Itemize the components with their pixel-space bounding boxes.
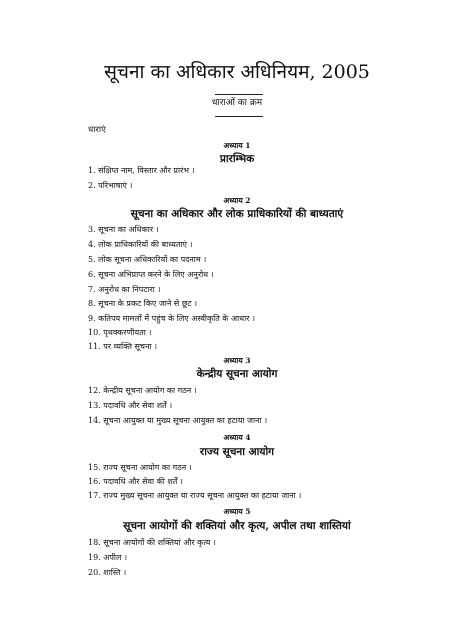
chapter-label: अध्याय 1 xyxy=(223,141,251,150)
section-item: 20. शास्ति । xyxy=(88,568,127,577)
section-item: 8. सूचना के प्रकट किए जाने से छूट । xyxy=(88,299,198,308)
sections-heading: धाराएं xyxy=(88,125,106,135)
section-item: 16. पदावधि और सेवा की शर्तें । xyxy=(88,477,183,486)
section-item: 4. लोक प्राधिकारियों की बाध्यताएं । xyxy=(88,240,193,249)
section-item: 9. कतिपय मामलों में पहुंच के लिए अस्वीकृति के आधार । xyxy=(88,314,256,323)
section-item: 13. पदावधि और सेवा शर्तें । xyxy=(88,401,173,410)
chapter-title: प्रारम्भिक xyxy=(219,153,255,165)
section-item: 18. सूचना आयोगों की शक्तियां और कृत्य । xyxy=(88,538,216,547)
document-subtitle: धाराओं का क्रम xyxy=(211,98,263,108)
section-item: 3. सूचना का अधिकार । xyxy=(88,225,159,234)
chapter-label: अध्याय 3 xyxy=(223,356,251,365)
section-item: 6. सूचना अभिप्राप्त करने के लिए अनुरोध । xyxy=(88,270,214,279)
chapter-title: राज्य सूचना आयोग xyxy=(199,446,275,458)
section-item: 7. अनुरोध का निपटारा । xyxy=(88,285,161,294)
section-item: 2. परिभाषाएं । xyxy=(88,181,133,190)
section-item: 10. पृथक्करणीयता । xyxy=(88,328,152,337)
section-item: 19. अपील । xyxy=(88,553,127,562)
chapter-label: अध्याय 2 xyxy=(223,196,251,205)
section-item: 1. संक्षिप्त नाम, विस्तार और प्रारंभ । xyxy=(88,166,195,175)
chapter-label: अध्याय 5 xyxy=(223,507,251,516)
section-item: 15. राज्य सूचना आयोग का गठन । xyxy=(88,463,192,472)
chapter-title: केन्द्रीय सूचना आयोग xyxy=(196,368,278,380)
title-divider-top xyxy=(215,94,263,95)
section-item: 5. लोक सूचना अधिकारियों का पदनाम । xyxy=(88,255,207,264)
chapter-title: सूचना का अधिकार और लोक प्राधिकारियों की बाध्यताएं xyxy=(130,208,344,220)
section-item: 17. राज्य मुख्य सूचना आयुक्त या राज्य सूचना आयुक्त का हटाया जाना । xyxy=(88,491,302,500)
chapter-title: सूचना आयोगों की शक्तियां और कृत्य, अपील तथा शास्तियां xyxy=(123,520,351,532)
document-title: सूचना का अधिकार अधिनियम, 2005 xyxy=(104,61,370,83)
title-divider-bottom xyxy=(215,116,263,117)
section-item: 12. केन्द्रीय सूचना आयोग का गठन । xyxy=(88,386,197,395)
section-item: 14. सूचना आयुक्त या मुख्य सूचना आयुक्त का हटाया जाना । xyxy=(88,416,268,425)
section-item: 11. पर व्यक्ति सूचना । xyxy=(88,342,158,351)
chapter-label: अध्याय 4 xyxy=(223,433,251,442)
